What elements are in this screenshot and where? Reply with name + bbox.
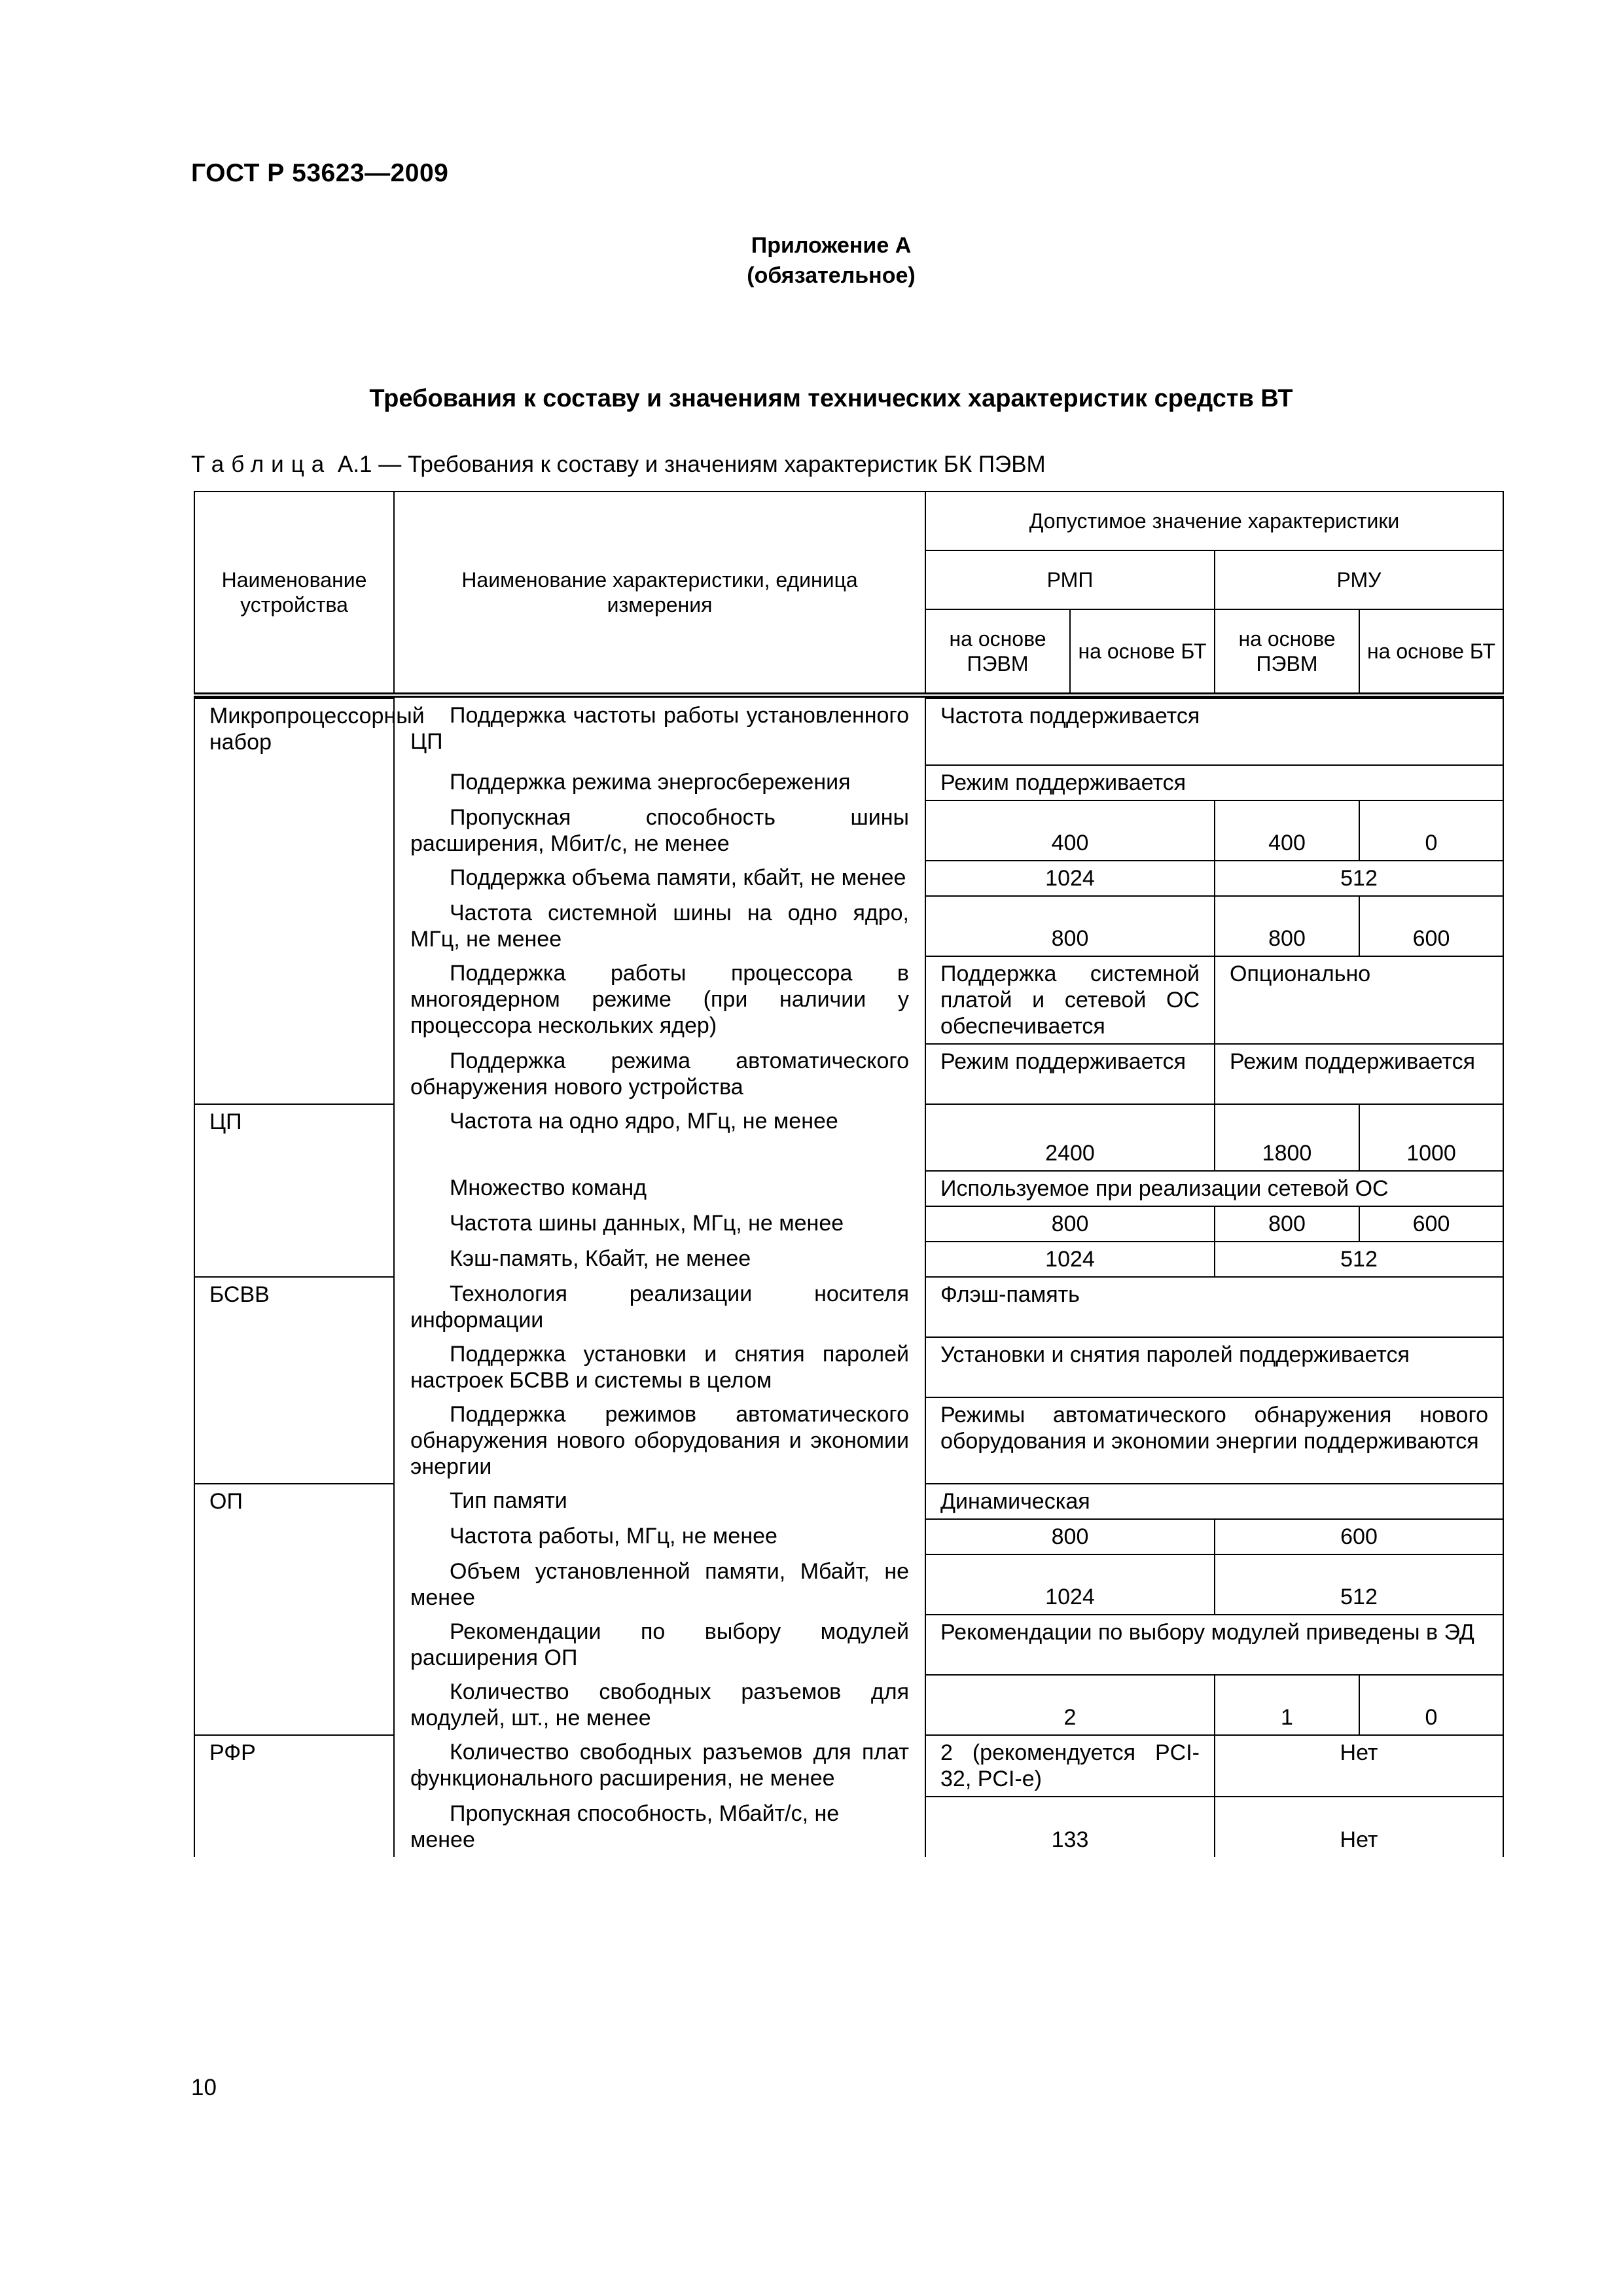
characteristic-cell: Пропускная способность шины расширения, Мбит/с, не менее: [394, 800, 925, 861]
value-cell: Установки и снятия паролей поддерживается: [925, 1337, 1503, 1397]
header-row: [194, 492, 1503, 550]
value-cell: 2 (рекомендуется PCI-32, PCI-e): [925, 1735, 1215, 1797]
value-cell: 1000: [1359, 1104, 1503, 1171]
table-caption-word: Таблица: [191, 452, 332, 477]
value-cell: 2400: [925, 1104, 1215, 1171]
table-row: [194, 1104, 1503, 1171]
value-cell: Нет: [1215, 1735, 1503, 1797]
value-cell: 600: [1359, 1206, 1503, 1242]
header-rmp-pevm: на основе ПЭВМ: [925, 609, 1070, 695]
characteristic-cell: Объем установленной памяти, Мбайт, не менее: [394, 1554, 925, 1615]
value-cell: 512: [1215, 1554, 1503, 1615]
requirements-table: [194, 491, 1504, 1857]
value-cell: 400: [1215, 800, 1359, 861]
value-cell: Режимы автоматического обнаружения нового оборудования и экономии энергии поддерживаются: [925, 1397, 1503, 1484]
characteristic-cell: Поддержка режима энергосбережения: [394, 765, 925, 800]
characteristic-cell: Технология реализации носителя информации: [394, 1277, 925, 1337]
header-allowed-value: Допустимое значение характеристики: [925, 492, 1503, 550]
document-code: ГОСТ Р 53623—2009: [191, 159, 449, 187]
characteristic-cell: Кэш-память, Кбайт, не менее: [394, 1242, 925, 1277]
value-cell: Динамическая: [925, 1484, 1503, 1519]
value-cell: 800: [925, 1519, 1215, 1554]
value-cell: Используемое при реализации сетевой ОС: [925, 1171, 1503, 1206]
characteristic-cell: Пропускная способность, Мбайт/с, не менее: [394, 1797, 925, 1857]
value-cell: Поддержка системной платой и сетевой ОС обеспечивается: [925, 956, 1215, 1044]
value-cell: Рекомендации по выбору модулей приведены в ЭД: [925, 1615, 1503, 1675]
characteristic-cell: Поддержка частоты работы установленного ЦП: [394, 698, 925, 765]
value-cell: 800: [1215, 1206, 1359, 1242]
device-cell: БСВВ: [194, 1277, 394, 1484]
header-rmu-pevm: на основе ПЭВМ: [1215, 609, 1359, 695]
table-row: [194, 1277, 1503, 1337]
value-cell: 512: [1215, 861, 1503, 896]
value-cell: 0: [1359, 800, 1503, 861]
characteristic-cell: Частота шины данных, МГц, не менее: [394, 1206, 925, 1242]
table-row: [194, 1484, 1503, 1519]
characteristic-cell: Поддержка режима автоматического обнаружения нового устройства: [394, 1044, 925, 1104]
characteristic-cell: Тип памяти: [394, 1484, 925, 1519]
value-cell: Частота поддерживается: [925, 698, 1503, 765]
value-cell: Нет: [1215, 1797, 1503, 1857]
value-cell: 600: [1215, 1519, 1503, 1554]
value-cell: 1024: [925, 861, 1215, 896]
page-number: 10: [191, 2075, 217, 2100]
characteristic-cell: Частота работы, МГц, не менее: [394, 1519, 925, 1554]
characteristic-cell: Поддержка объема памяти, кбайт, не менее: [394, 861, 925, 896]
value-cell: 600: [1359, 896, 1503, 956]
value-cell: Режим поддерживается: [925, 1044, 1215, 1104]
table-row: [194, 1735, 1503, 1797]
value-cell: Режим поддерживается: [1215, 1044, 1503, 1104]
characteristic-cell: Количество свободных разъемов для плат функционального расширения, не менее: [394, 1735, 925, 1797]
table-caption: [191, 452, 1046, 478]
value-cell: 800: [1215, 896, 1359, 956]
characteristic-cell: Поддержка работы процессора в многоядерном режиме (при наличии у процессора нескольких ядер): [394, 956, 925, 1044]
value-cell: Режим поддерживается: [925, 765, 1503, 800]
characteristic-cell: Рекомендации по выбору модулей расширения ОП: [394, 1615, 925, 1675]
value-cell: 133: [925, 1797, 1215, 1857]
value-cell: 1: [1215, 1675, 1359, 1735]
header-rmp-bt: на основе БТ: [1070, 609, 1215, 695]
value-cell: 0: [1359, 1675, 1503, 1735]
value-cell: 400: [925, 800, 1215, 861]
device-cell: РФР: [194, 1735, 394, 1857]
characteristic-cell: Частота на одно ядро, МГц, не менее: [394, 1104, 925, 1171]
value-cell: 800: [925, 896, 1215, 956]
value-cell: 512: [1215, 1242, 1503, 1277]
characteristic-cell: Частота системной шины на одно ядро, МГц, не менее: [394, 896, 925, 956]
characteristic-cell: Поддержка установки и снятия паролей настроек БСВВ и системы в целом: [394, 1337, 925, 1397]
value-cell: 1024: [925, 1554, 1215, 1615]
value-cell: 1024: [925, 1242, 1215, 1277]
header-rmu-bt: на основе БТ: [1359, 609, 1503, 695]
value-cell: Опционально: [1215, 956, 1503, 1044]
device-cell: ОП: [194, 1484, 394, 1735]
device-cell: Микропроцессорный набор: [194, 698, 394, 1104]
appendix-title: Приложение А: [751, 233, 912, 258]
main-title: Требования к составу и значениям технических характеристик средств ВТ: [369, 385, 1293, 412]
table-caption-text: А.1 — Требования к составу и значениям характеристик БК ПЭВМ: [337, 452, 1046, 477]
value-cell: 1800: [1215, 1104, 1359, 1171]
value-cell: 2: [925, 1675, 1215, 1735]
appendix-status: (обязательное): [747, 263, 916, 288]
header-rmu: РМУ: [1215, 550, 1503, 609]
device-cell: ЦП: [194, 1104, 394, 1277]
value-cell: 800: [925, 1206, 1215, 1242]
value-cell: Флэш-память: [925, 1277, 1503, 1337]
header-device: Наименование устройства: [194, 492, 394, 695]
table-row: [194, 698, 1503, 765]
characteristic-cell: Поддержка режимов автоматического обнаружения нового оборудования и экономии энергии: [394, 1397, 925, 1484]
appendix-heading: [0, 230, 1623, 291]
header-characteristic: Наименование характеристики, единица измерения: [394, 492, 925, 695]
header-rmp: РМП: [925, 550, 1215, 609]
characteristic-cell: Количество свободных разъемов для модулей, шт., не менее: [394, 1675, 925, 1735]
characteristic-cell: Множество команд: [394, 1171, 925, 1206]
